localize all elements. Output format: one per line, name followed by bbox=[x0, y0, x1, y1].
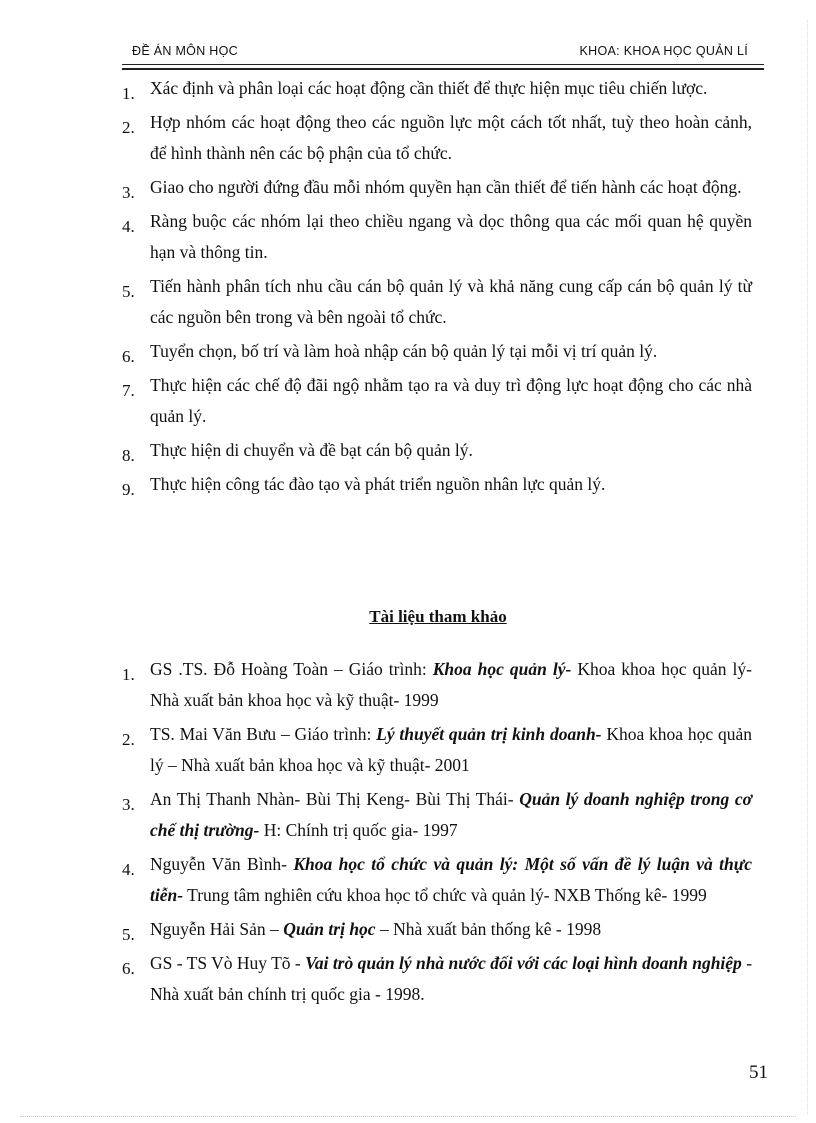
list-item: 7. Thực hiện các chế độ đãi ngộ nhằm tạo ra và duy trì động lực hoạt động cho các nhà quản lý. bbox=[122, 375, 752, 426]
reference-item: 5. Nguyễn Hải Sản – Quản trị học – Nhà xuất bản thống kê - 1998 bbox=[122, 919, 602, 944]
reference-item: 3. An Thị Thanh Nhàn- Bùi Thị Keng- Bùi Thị Thái- Quản lý doanh nghiệp trong cơ chế thị trường- H: Chính trị quốc gia- 1997 bbox=[122, 789, 753, 840]
references-list bbox=[120, 654, 752, 1013]
list-item: 4. Ràng buộc các nhóm lại theo chiều ngang và dọc thông qua các mối quan hệ quyền hạn và thông tin. bbox=[122, 211, 752, 262]
reference-item: 1. GS .TS. Đỗ Hoàng Toàn – Giáo trình: Khoa học quản lý- Khoa khoa học quản lý- Nhà xuất bản khoa học và kỹ thuật- 1999 bbox=[122, 659, 752, 710]
reference-item: 2. TS. Mai Văn Bưu – Giáo trình: Lý thuyết quản trị kinh doanh- Khoa khoa học quản lý – Nhà xuất bản khoa học và kỹ thuật- 2001 bbox=[122, 724, 752, 775]
list-item: 2. Hợp nhóm các hoạt động theo các nguồn lực một cách tốt nhất, tuỳ theo hoàn cảnh, để hình thành nên các bộ phận của tổ chức. bbox=[122, 112, 752, 163]
list-item: 9. Thực hiện công tác đào tạo và phát triển nguồn nhân lực quản lý. bbox=[122, 474, 606, 499]
reference-item: 4. Nguyễn Văn Bình- Khoa học tổ chức và quản lý: Một số vấn đề lý luận và thực tiễn- Trung tâm nghiên cứu khoa học tổ chức và quản lý- NXB Thống kê- 1999 bbox=[122, 854, 753, 905]
header-right: KHOA: KHOA HỌC QUẢN LÍ bbox=[579, 44, 748, 58]
header-left: ĐỀ ÁN MÔN HỌC bbox=[132, 44, 238, 58]
list-item: 5. Tiến hành phân tích nhu cầu cán bộ quản lý và khả năng cung cấp cán bộ quản lý từ các nguồn bên trong và bên ngoài tổ chức. bbox=[122, 276, 752, 327]
page-number: 51 bbox=[749, 1062, 768, 1083]
page-bottom-border bbox=[20, 1116, 796, 1117]
list-item: 1. Xác định và phân loại các hoạt động cần thiết để thực hiện mục tiêu chiến lược. bbox=[122, 78, 708, 103]
header-rule-thick bbox=[122, 68, 764, 70]
reference-item: 6. GS - TS Vò Huy Tõ - Vai trò quản lý nhà nước đối với các loại hình doanh nghiệp - Nhà xuất bản chính trị quốc gia - 1998. bbox=[122, 953, 753, 1004]
references-title: Tài liệu tham khảo bbox=[369, 607, 507, 626]
list-item: 6. Tuyển chọn, bố trí và làm hoà nhập cán bộ quản lý tại mỗi vị trí quản lý. bbox=[122, 341, 658, 366]
list-item: 3. Giao cho người đứng đầu mỗi nhóm quyền hạn cần thiết để tiến hành các hoạt động. bbox=[122, 177, 742, 202]
list-item: 8. Thực hiện di chuyển và đề bạt cán bộ quản lý. bbox=[122, 440, 473, 465]
header-rule bbox=[122, 64, 764, 65]
task-list bbox=[120, 73, 752, 503]
page-right-border bbox=[807, 20, 808, 1115]
